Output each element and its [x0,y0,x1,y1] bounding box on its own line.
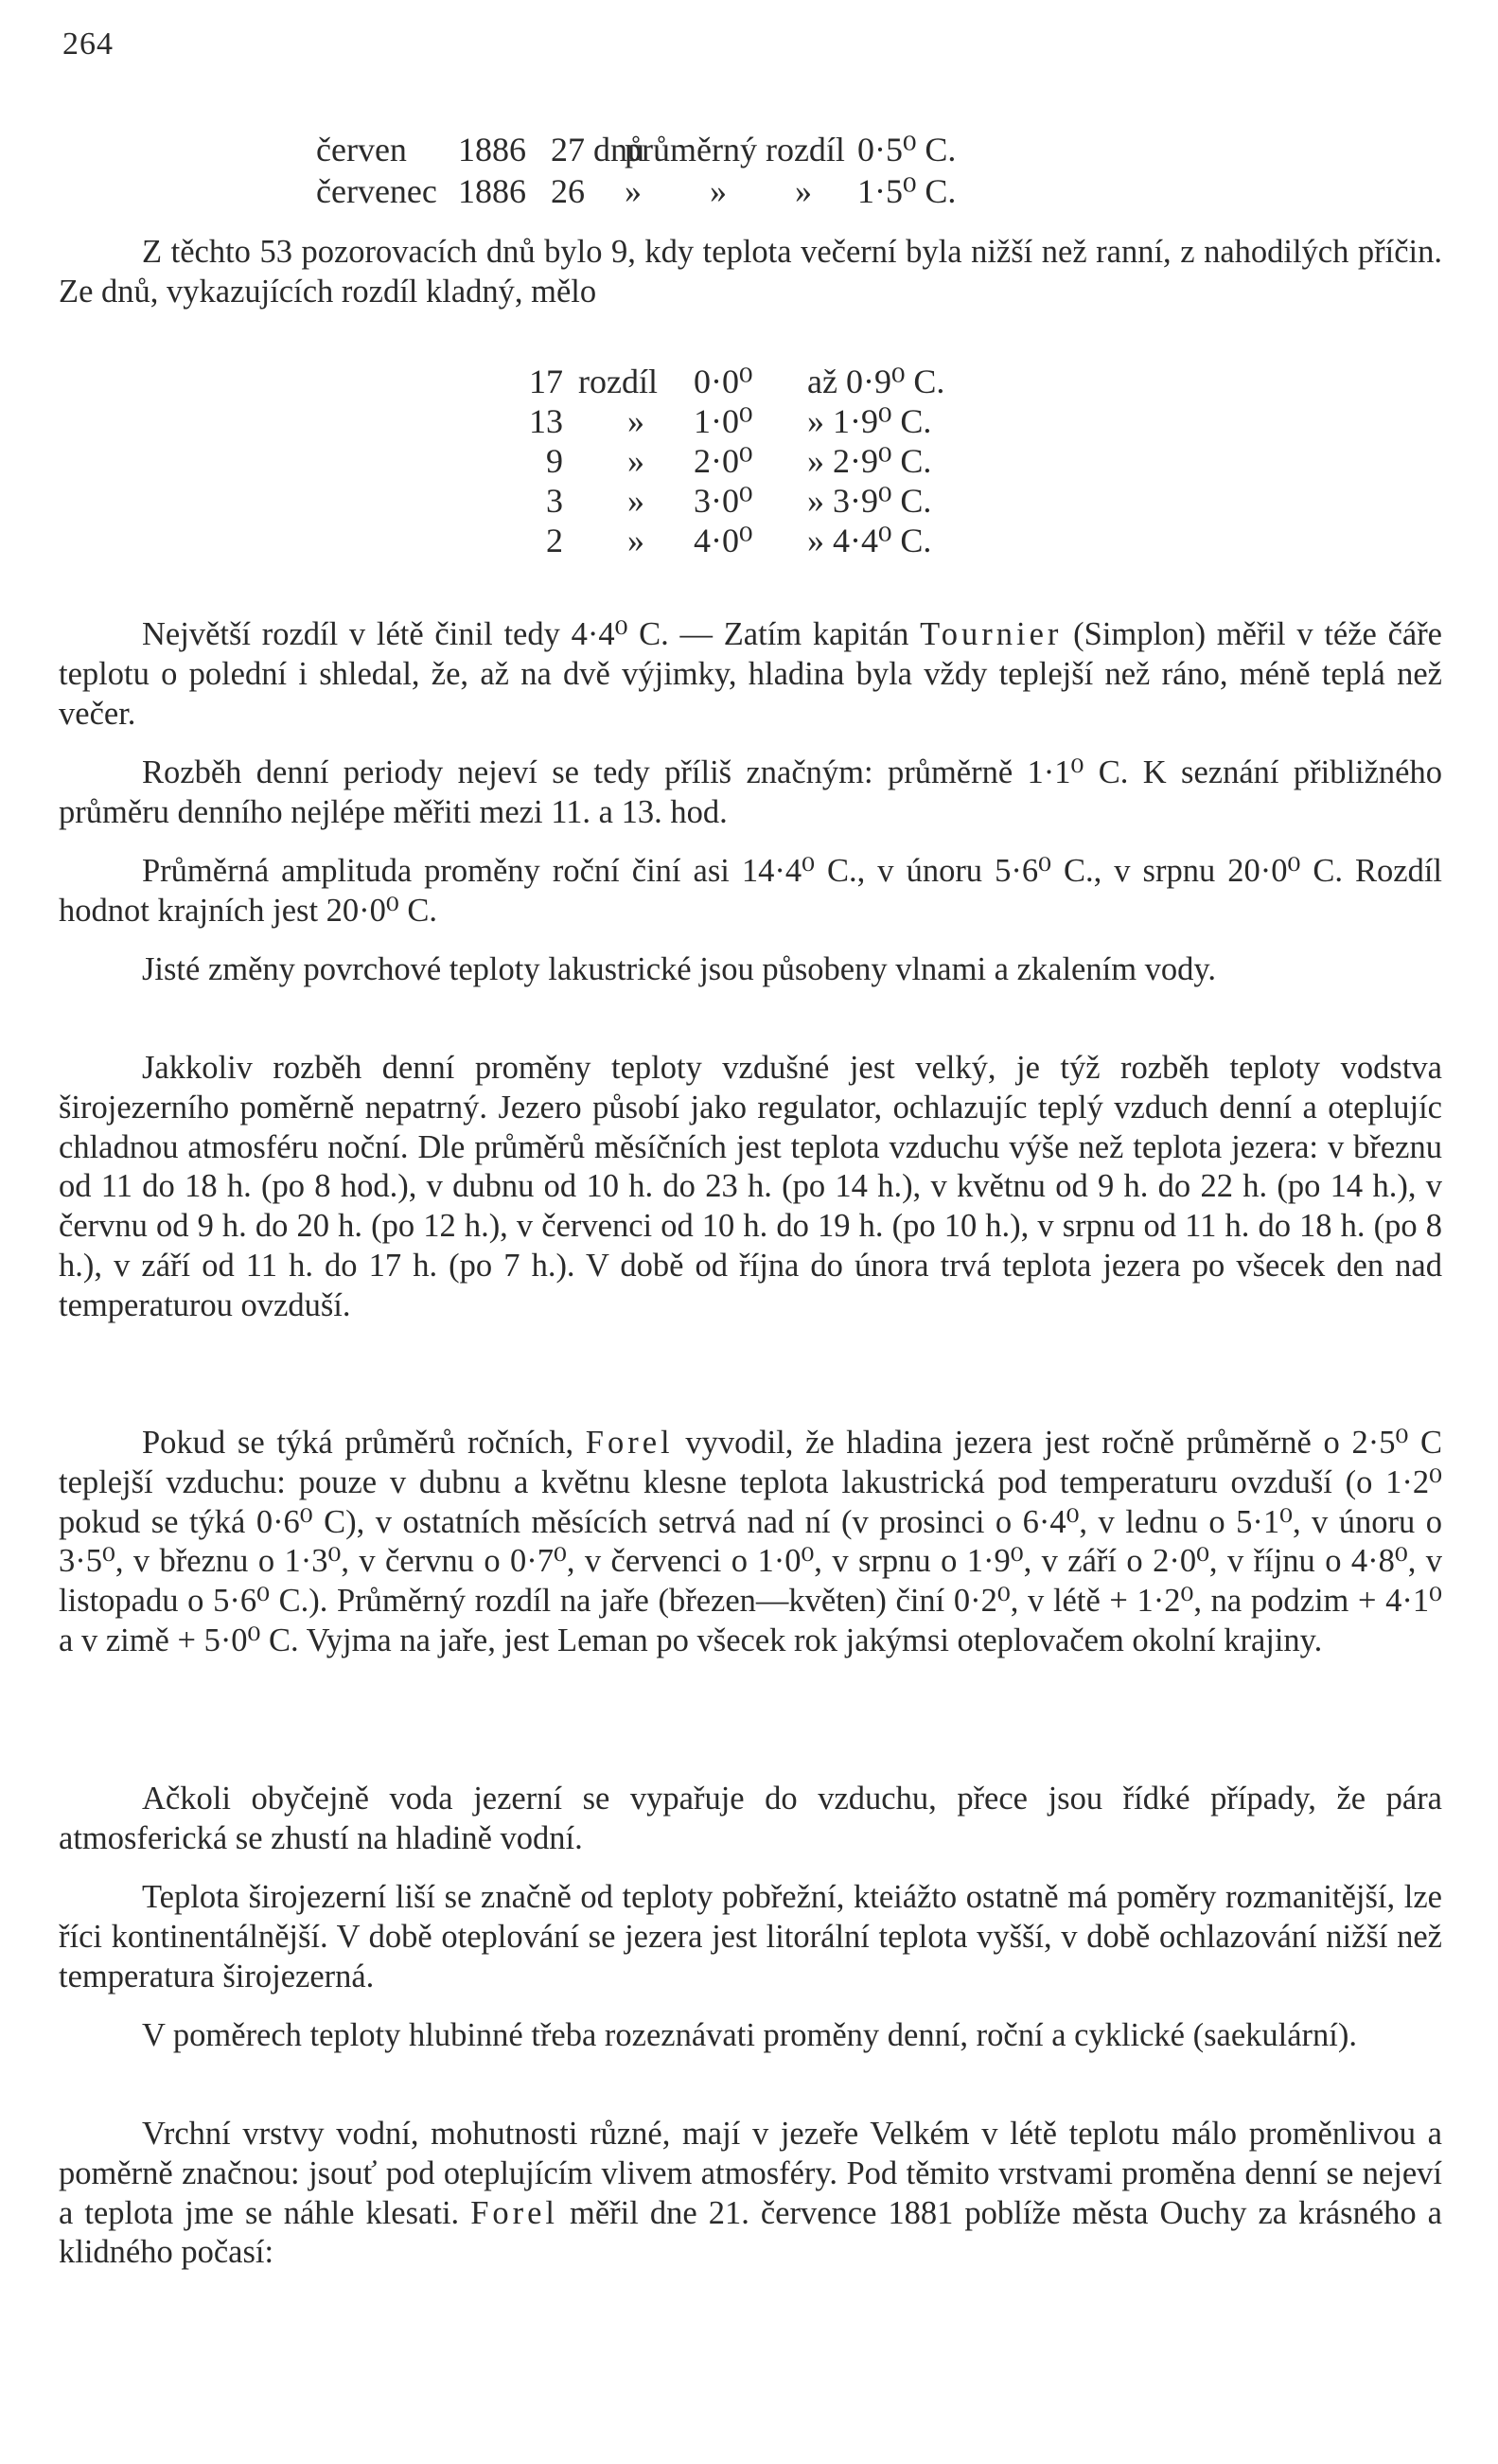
stats-days: 26 [551,172,585,210]
stats-days: 27 dnů [551,131,644,168]
difference-count: 2 [546,522,563,559]
paragraph-text: Průměrná amplituda proměny roční činí asi 14·4⁰ C., v únoru 5·6⁰ C., v srpnu 20·0⁰ C. Rozdíl hodnot krajních jest 20·0⁰ C. [59,853,1442,929]
paragraph [59,233,1442,312]
paragraph-text: V poměrech teploty hlubinné třeba rozeznávati proměny denní, roční a cyklické (saekulární). [142,2017,1357,2053]
person-name: Forel [585,1425,674,1461]
difference-word: » [627,402,644,440]
difference-from: 1·0⁰ [694,402,753,440]
stats-month: červen [316,131,407,168]
paragraph [59,615,1442,734]
paragraph [59,2115,1442,2273]
difference-from: 4·0⁰ [694,522,753,559]
paragraph [59,1878,1442,1996]
monthly-stats-table [316,129,957,212]
difference-count: 3 [546,482,563,520]
stats-label: » » » [625,172,812,210]
person-name: Forel [470,2194,559,2231]
paragraph [59,753,1442,833]
paragraph [59,2016,1442,2056]
difference-word: » [627,442,644,480]
difference-count: 17 [529,363,563,400]
difference-word: » [627,482,644,520]
difference-from: 2·0⁰ [694,442,753,480]
paragraph-text: Jisté změny povrchové teploty lakustrické jsou působeny vlnami a zkalením vody. [142,951,1217,987]
difference-table [525,362,945,560]
paragraph-text: Pokud se týká průměrů ročních, [142,1425,586,1461]
paragraph [59,950,1442,990]
paragraph-text: Ačkoli obyčejně voda jezerní se vypařuje do vzduchu, přece jsou řídké případy, že pára atmosferická se zhustí na hladině vodní. [59,1781,1442,1856]
paragraph-text: vyvodil, že hladina jezera jest ročně průměrně o 2·5⁰ C teplejší vzduchu: pouze v dubnu a květnu klesne teplota lakustrická pod temperaturu ovzduší (o 1·2⁰ pokud se týká 0·6⁰ C), v ostatních měsících setrvá nad ní (v prosinci o 6·4⁰, v lednu o 5·1⁰, v únoru o 3·5⁰, v březnu o 1·3⁰, v červnu o 0·7⁰, v červenci o 1·0⁰, v srpnu o 1·9⁰, v září o 2·0⁰, v říjnu o 4·8⁰, v listopadu o 5·6⁰ C.). Průměrný rozdíl na jaře (březen—květen) činí 0·2⁰, v létě + 1·2⁰, na podzim + 4·1⁰ a v zimě + 5·0⁰ C. Vyjma na jaře, jest Leman po všecek rok jakýmsi oteplovačem okolní krajiny. [59,1425,1442,1658]
paragraph-text: Jakkoliv rozběh denní proměny teploty vzdušné jest velký, je týž rozběh teploty vodstva širojezerního poměrně nepatrný. Jezero působí jako regulator, ochlazujíc teplý vzduch denní a oteplujíc chladnou atmosféru noční. Dle průměrů měsíčních jest teplota vzduchu výše než teplota jezera: v březnu od 11 do 18 h. (po 8 hod.), v dubnu od 10 h. do 23 h. (po 14 h.), v květnu od 9 h. do 22 h. (po 14 h.), v červnu od 9 h. do 20 h. (po 12 h.), v červenci od 10 h. do 19 h. (po 10 h.), v srpnu od 11 h. do 18 h. (po 8 h.), v září od 11 h. do 17 h. (po 7 h.). V době od října do února trvá teplota jezera po všecek den nad temperaturou ovzduší. [59,1050,1442,1323]
stats-month: červenec [316,172,437,210]
stats-year: 1886 [458,172,526,210]
paragraph [59,1780,1442,1859]
page-number: 264 [62,27,114,62]
difference-row: 9 » 2·0⁰ » 2·9⁰ C. [525,441,807,481]
person-name: Tournier [920,616,1063,652]
stats-row: červen 1886 27 dnů průměrný rozdíl 0·5⁰ C. [316,131,957,168]
difference-count: 9 [546,442,563,480]
paragraph-text: (Simplon) měřil v téže čáře teplotu o polední i shledal, že, až na dvě výjimky, hladina byla vždy teplejší než ráno, méně teplá než večer. [59,616,1442,732]
stats-row: červenec 1886 26 » » » 1·5⁰ C. [316,172,957,210]
stats-label: průměrný rozdíl [625,131,845,168]
difference-word: » [627,522,644,559]
difference-row: 3 » 3·0⁰ » 3·9⁰ C. [525,481,807,521]
difference-from: 3·0⁰ [694,482,753,520]
paragraph-text: Vrchní vrstvy vodní, mohutnosti různé, mají v jezeře Velkém v létě teplotu málo proměnlivou a poměrně značnou: jsouť pod oteplujícím vlivem atmosféry. Pod těmito vrstvami proměna denní se nejeví a teplota jme se náhle klesati. [59,2116,1442,2231]
stats-year: 1886 [458,131,526,168]
paragraph-text: Teplota širojezerní liší se značně od teploty pobřežní, kteiážto ostatně má poměry rozmanitější, lze říci kontinentálnější. V době oteplování se jezera jest litorální teplota vyšší, v době ochlazování nižší než temperatura širojezerná. [59,1879,1442,1994]
paragraph-text: Rozběh denní periody nejeví se tedy příliš značným: průměrně 1·1⁰ C. K seznání přibližného průměru denního nejlépe měřiti mezi 11. a 13. hod. [59,754,1442,830]
difference-row: 13 » 1·0⁰ » 1·9⁰ C. [525,401,807,441]
paragraph [59,1049,1442,1326]
paragraph [59,1424,1442,1661]
paragraph-text: Největší rozdíl v létě činil tedy 4·4⁰ C. — Zatím kapitán [142,616,921,652]
difference-from: 0·0⁰ [694,363,753,400]
difference-count: 13 [529,402,563,440]
paragraph-text: Z těchto 53 pozorovacích dnů bylo 9, kdy teplota večerní byla nižší než ranní, z nahodilých příčin. Ze dnů, vykazujících rozdíl kladný, mělo [59,234,1442,310]
difference-word: rozdíl [578,363,658,400]
difference-row: 2 » 4·0⁰ » 4·4⁰ C. [525,521,807,560]
paragraph [59,852,1442,931]
paragraph-text: měřil dne 21. července 1881 poblíže města Ouchy za krásného a klidného počasí: [59,2194,1442,2271]
difference-row: 17 rozdíl 0·0⁰ až 0·9⁰ C. [525,362,807,401]
